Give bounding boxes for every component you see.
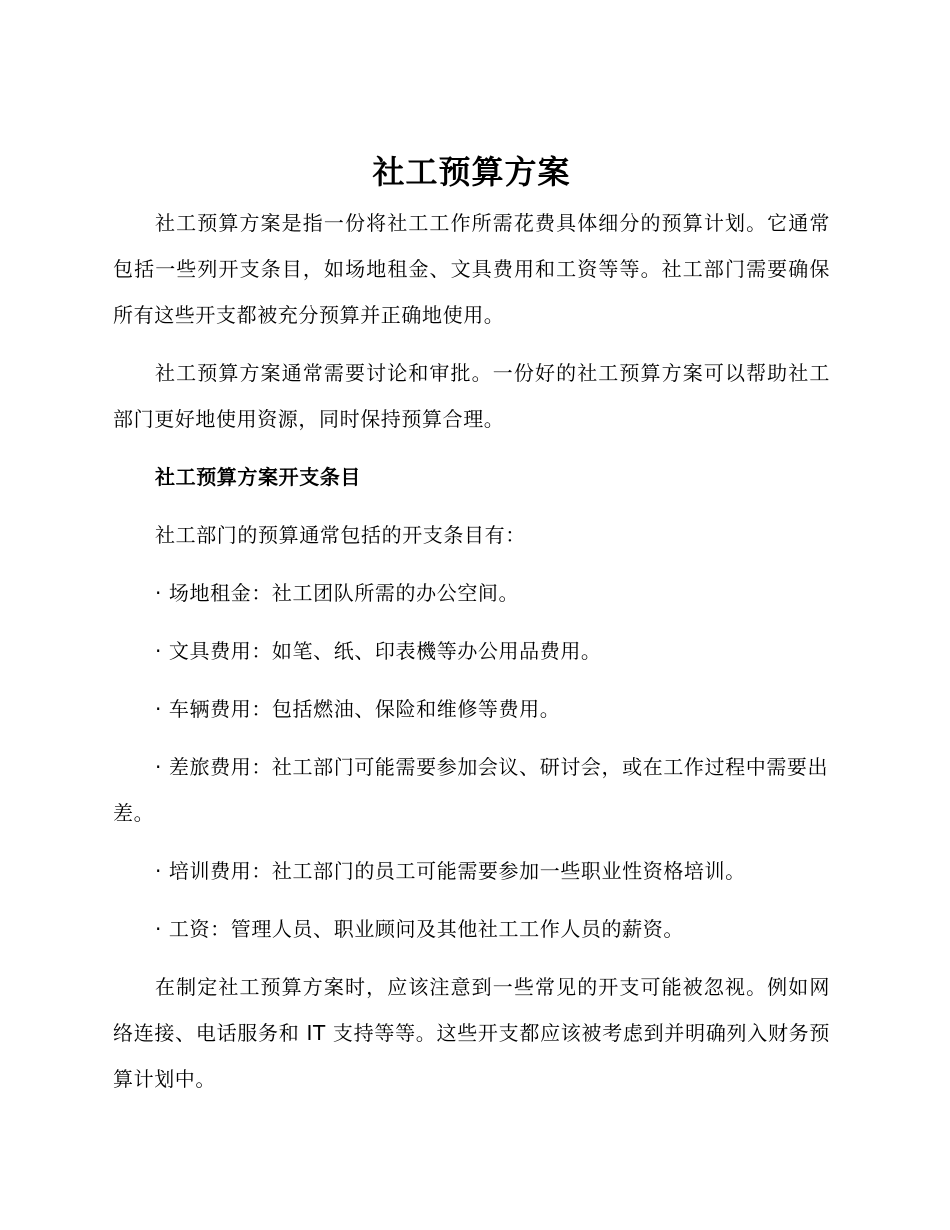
list-item-travel: · 差旅费用：社工部门可能需要参加会议、研讨会，或在工作过程中需要出差。 [113,755,829,825]
list-item-salary: · 工资：管理人员、职业顾问及其他社工工作人员的薪资。 [155,917,684,941]
section-heading: 社工预算方案开支条目 [155,465,361,489]
list-item-training: · 培训费用：社工部门的员工可能需要参加一些职业性资格培训。 [155,859,746,883]
list-item-vehicle: · 车辆费用：包括燃油、保险和维修等费用。 [155,697,561,721]
intro-paragraph-1: 社工预算方案是指一份将社工工作所需花费具体细分的预算计划。它通常包括一些列开支条目，如场地租金、文具费用和工资等等。社工部门需要确保所有这些开支都被充分预算并正确地使用。 [113,211,830,327]
section-intro: 社工部门的预算通常包括的开支条目有： [155,523,526,547]
list-item-venue-rent: · 场地租金：社工团队所需的办公空间。 [155,581,520,605]
list-item-stationery: · 文具费用：如笔、纸、印表機等办公用品费用。 [155,639,602,663]
closing-paragraph: 在制定社工预算方案时，应该注意到一些常见的开支可能被忽视。例如网络连接、电话服务和 IT 支持等等。这些开支都应该被考虑到并明确列入财务预算计划中。 [113,975,830,1091]
intro-paragraph-2: 社工预算方案通常需要讨论和审批。一份好的社工预算方案可以帮助社工部门更好地使用资源，同时保持预算合理。 [113,361,830,431]
document-title: 社工预算方案 [372,153,571,191]
